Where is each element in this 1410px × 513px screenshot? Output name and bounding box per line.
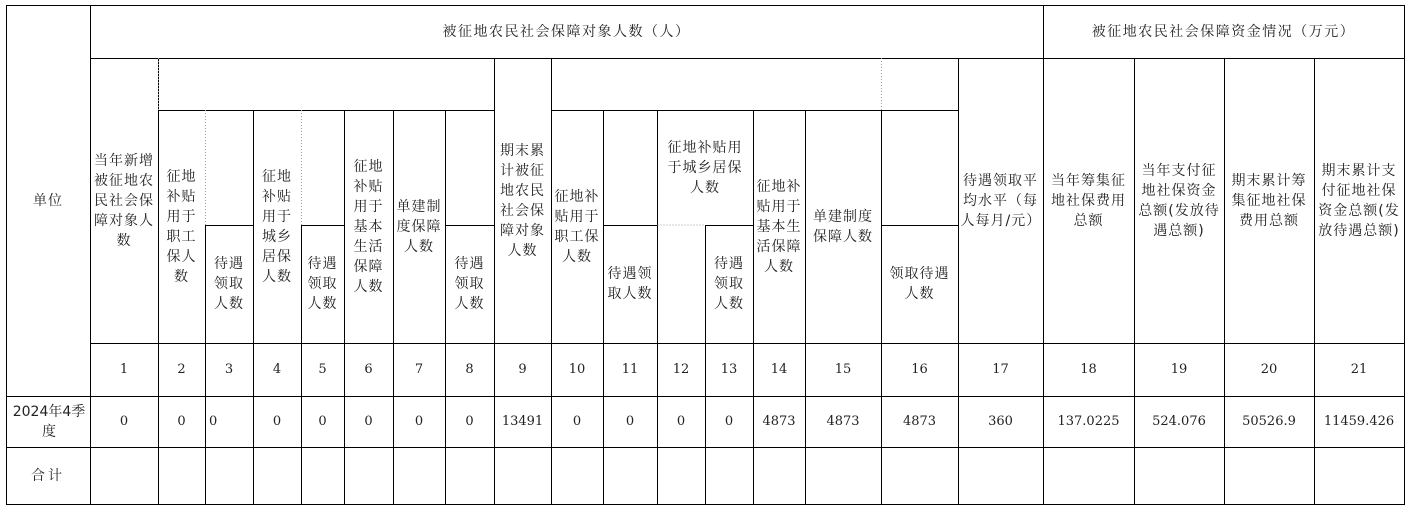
table-cell	[393, 447, 445, 504]
col-number: 20	[1260, 361, 1278, 377]
col-header-9: 期末累计被征地农民社会保障对象人数	[500, 142, 545, 259]
col-header-6: 征地补贴用于基本生活保障人数	[353, 158, 384, 295]
table-cell: 11459.426	[1323, 413, 1395, 429]
col-header-12: 征地补贴用于城乡居保人数	[667, 139, 743, 196]
table-cell: 0	[177, 413, 186, 429]
col-number: 6	[364, 361, 373, 377]
unit-header: 单位	[33, 192, 63, 209]
col-number: 17	[992, 361, 1009, 377]
table-cell: 524.076	[1152, 413, 1206, 429]
col-header-18: 当年筹集征地社保费用总额	[1051, 172, 1126, 229]
col-header-17: 待遇领取平均水平（每人每月/元）	[960, 172, 1042, 229]
table-cell	[90, 447, 158, 504]
table-cell: 0	[465, 413, 474, 429]
col-number: 9	[518, 361, 527, 377]
col-header-1: 当年新增被征地农民社会保障对象人数	[94, 152, 154, 249]
col-number: 14	[770, 361, 788, 377]
col-header-19: 当年支付征地社保资金总额(发放待遇总额)	[1138, 162, 1220, 239]
col-number: 1	[119, 361, 129, 377]
col-number: 11	[621, 361, 639, 377]
table-cell: 137.0225	[1057, 413, 1120, 429]
row-unit-label: 2024年4季度	[12, 403, 86, 440]
table-cell: 0	[572, 413, 582, 429]
table-cell: 13491	[501, 413, 544, 429]
table-cell	[205, 447, 253, 504]
table-cell	[344, 447, 393, 504]
table-cell	[603, 447, 657, 504]
table-cell: 0	[209, 413, 218, 429]
table-cell	[657, 447, 705, 504]
table-cell: 0	[676, 413, 686, 429]
col-number: 19	[1170, 361, 1188, 377]
table-cell	[494, 447, 551, 504]
table-cell: 0	[414, 413, 424, 429]
col-number: 18	[1080, 361, 1097, 377]
table-cell: 4873	[826, 413, 860, 429]
table-cell	[805, 447, 881, 504]
table-cell	[958, 447, 1043, 504]
table-cell: 0	[318, 413, 327, 429]
group-header-people: 被征地农民社会保障对象人数（人）	[442, 23, 691, 40]
col-header-7: 单建制度保障人数	[396, 198, 442, 255]
col-header-20: 期末累计筹集征地社保费用总额	[1231, 172, 1307, 229]
table-cell	[881, 447, 958, 504]
col-number: 15	[834, 361, 852, 377]
table-cell: 360	[988, 413, 1013, 429]
col-header-16: 领取待遇人数	[889, 266, 950, 302]
col-header-21: 期末累计支付征地社保资金总额(发放待遇总额)	[1318, 162, 1400, 239]
table-cell	[158, 447, 205, 504]
col-header-3: 待遇领取人数	[214, 256, 244, 312]
col-number: 4	[272, 361, 282, 377]
col-header-8: 待遇领取人数	[454, 256, 485, 312]
table-cell	[445, 447, 494, 504]
row-unit-label: 合计	[31, 467, 65, 484]
col-header-15: 单建制度保障人数	[813, 208, 873, 245]
table-cell: 0	[364, 413, 373, 429]
col-number: 3	[224, 361, 234, 377]
col-number: 16	[911, 361, 928, 377]
col-header-2: 征地补贴用于职工保人数	[166, 168, 197, 285]
col-header-11: 待遇领取人数	[607, 266, 653, 302]
table-cell	[753, 447, 805, 504]
col-number: 5	[318, 361, 327, 377]
table-cell	[1314, 447, 1404, 504]
col-header-13: 待遇领取人数	[714, 256, 744, 312]
table-cell: 4873	[902, 413, 937, 429]
table-cell: 0	[724, 413, 734, 429]
col-number: 10	[568, 361, 586, 377]
col-header-5: 待遇领取人数	[307, 256, 338, 312]
table-cell: 4873	[762, 413, 796, 429]
col-header-14: 征地补贴用于基本生活保障人数	[756, 178, 802, 275]
table-cell	[1224, 447, 1314, 504]
col-number: 2	[177, 361, 186, 377]
table-cell: 50526.9	[1242, 413, 1296, 429]
col-number: 8	[465, 361, 474, 377]
table-cell: 0	[272, 413, 282, 429]
table-cell	[1134, 447, 1224, 504]
col-number: 12	[672, 361, 690, 377]
col-number: 7	[414, 361, 424, 377]
table-cell: 0	[119, 413, 129, 429]
col-header-4: 征地补贴用于城乡居保人数	[262, 168, 292, 285]
table-cell	[301, 447, 344, 504]
group-header-funds: 被征地农民社会保障资金情况（万元）	[1091, 23, 1356, 40]
table-cell	[551, 447, 603, 504]
table-cell	[705, 447, 753, 504]
col-header-10: 征地补贴用于职工保人数	[554, 188, 600, 265]
col-number: 13	[720, 361, 738, 377]
col-number: 21	[1350, 361, 1368, 377]
table-cell	[1043, 447, 1134, 504]
table-cell: 0	[625, 413, 635, 429]
table-cell	[253, 447, 301, 504]
